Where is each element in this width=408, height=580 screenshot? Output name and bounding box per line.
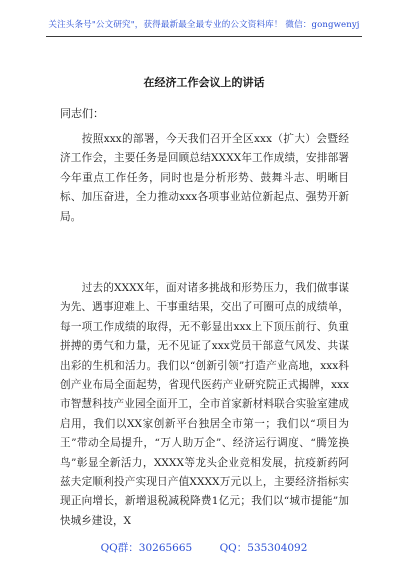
footer-contact: [0, 540, 408, 555]
body-paragraph-1: 按照xxx的部署，今天我们召开全区xxx（扩大）会暨经济工作会，主要任务是回顾总结XXXX年工作成绩，安排部署今年重点工作任务，同时也是分析形势、鼓舞斗志、明晰目标、加压奋进，全力推动xxx各项事业站位新起点、强势开新局。: [60, 133, 349, 223]
header-divider: [46, 36, 362, 37]
header-banner: 关注头条号"公文研究"，获得最新最全最专业的公文资料库！ 微信：gongwenyj: [48, 20, 360, 30]
footer-qq: QQ：535304092: [219, 542, 308, 554]
body-paragraph-2: 过去的XXXX年，面对诸多挑战和形势压力，我们做事谋为先、遇事迎难上、干事重结果，交出了可圈可点的成绩单，每一项工作成绩的取得，无不彰显出xxx上下顶压前行、负重拼搏的勇气和力量，无不见证了xxx党员干部意气风发、共谋出彩的生机和活力。我们以“创新引领”打造产业高地，xxx科创产业布局全面起势，省现代医药产业研究院正式揭牌，xxx市智慧科技产业园全面开工，全市首家新材料联合实验室建成启用，我们以XX家创新平台独居全市第一；我们以“项目为王”带动全局提升，“万人助万企”、经济运行调度、“腾笼换鸟”彰显全新活力，XXXX等龙头企业竞相发展，抗疫新药阿兹夫定顺利投产实现日产值XXXX万元以上，主要经济指标实现正向增长，新增退税减税降费1亿元；我们以“城市提能”加快城乡建设，X: [60, 282, 349, 527]
document-title: 在经济工作会议上的讲话: [143, 76, 265, 89]
salutation: 同志们：: [60, 107, 104, 120]
footer-qq-group: QQ群：30265665: [100, 542, 193, 554]
